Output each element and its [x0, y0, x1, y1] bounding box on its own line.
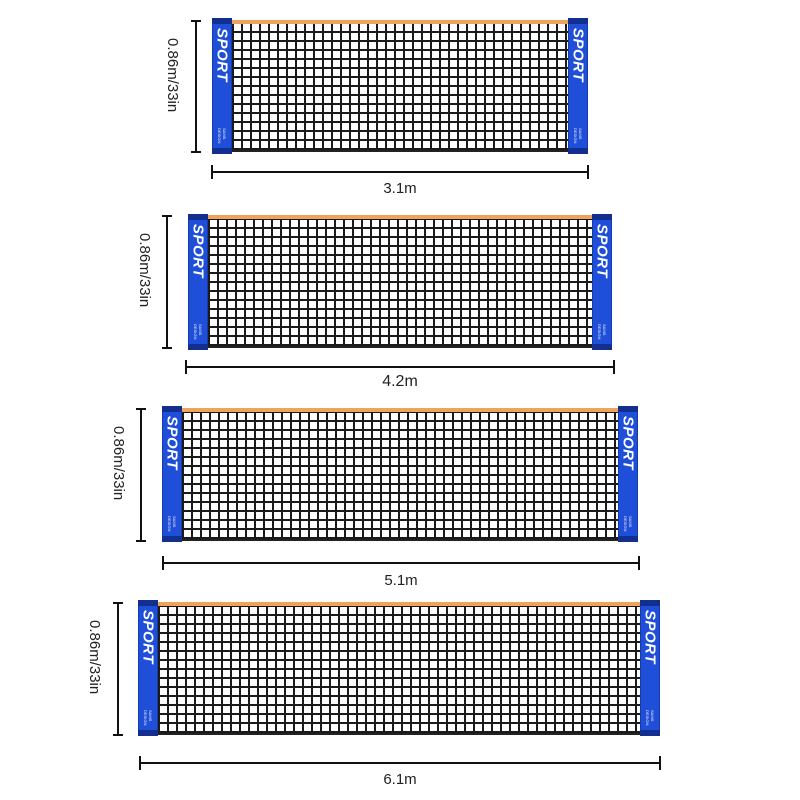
brand-label: SPORT	[139, 610, 157, 664]
height-label: 0.86m/33in	[86, 620, 103, 695]
net-mesh	[158, 602, 642, 735]
pole-sublabel: SAMS DESIGN	[597, 324, 607, 340]
width-dimension-marker	[139, 756, 661, 770]
brand-label: SPORT	[619, 416, 637, 470]
pole-sublabel: SAMS DESIGN	[573, 128, 583, 144]
width-label: 6.1m	[383, 771, 417, 788]
pole-sublabel: SAMS DESIGN	[143, 710, 153, 726]
height-label: 0.86m/33in	[164, 38, 181, 113]
width-label: 5.1m	[384, 572, 418, 589]
brand-label: SPORT	[569, 28, 587, 82]
height-dimension-marker	[136, 408, 146, 542]
height-dimension-marker	[113, 602, 123, 736]
brand-label: SPORT	[641, 610, 659, 664]
net-pole-right	[618, 406, 638, 542]
net-mesh	[182, 408, 620, 541]
net-pole-left	[188, 214, 208, 350]
brand-label: SPORT	[189, 224, 207, 278]
net-pole-left	[162, 406, 182, 542]
net-pole-left	[212, 18, 232, 154]
brand-label: SPORT	[163, 416, 181, 470]
height-label: 0.86m/33in	[110, 426, 127, 501]
width-dimension-marker	[185, 360, 615, 374]
pole-sublabel: SAMS DESIGN	[623, 516, 633, 532]
width-label: 4.2m	[382, 373, 418, 390]
net-pole-right	[568, 18, 588, 154]
height-dimension-marker	[191, 20, 201, 153]
net-mesh	[232, 20, 570, 152]
pole-sublabel: SAMS DESIGN	[217, 128, 227, 144]
height-dimension-marker	[162, 215, 172, 349]
net-mesh	[208, 215, 594, 348]
net-pole-left	[138, 600, 158, 736]
pole-sublabel: SAMS DESIGN	[167, 516, 177, 532]
pole-sublabel: SAMS DESIGN	[645, 710, 655, 726]
height-label: 0.86m/33in	[136, 233, 153, 308]
brand-label: SPORT	[213, 28, 231, 82]
width-dimension-marker	[211, 165, 589, 179]
width-dimension-marker	[162, 556, 640, 570]
width-label: 3.1m	[383, 180, 417, 197]
pole-sublabel: SAMS DESIGN	[193, 324, 203, 340]
net-pole-right	[640, 600, 660, 736]
net-pole-right	[592, 214, 612, 350]
brand-label: SPORT	[593, 224, 611, 278]
